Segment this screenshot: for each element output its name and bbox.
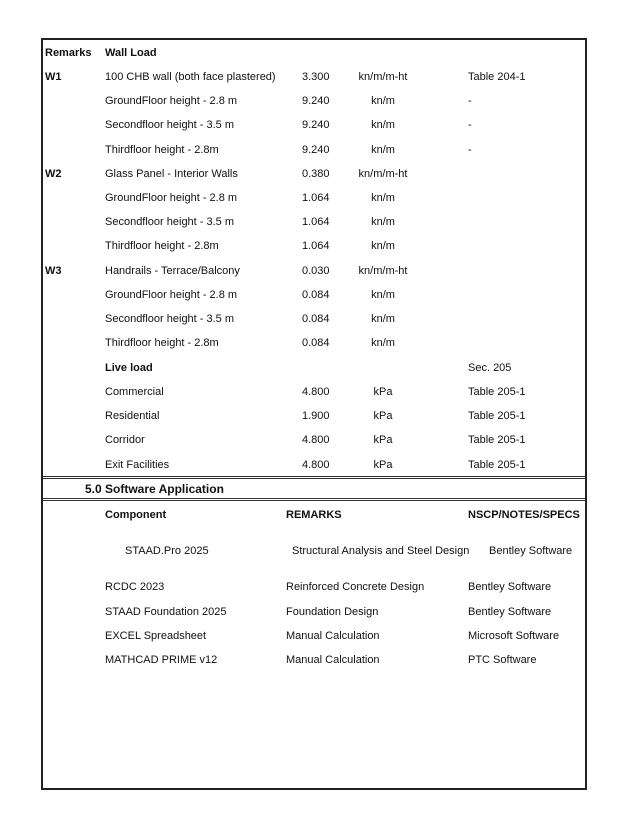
- live-load-row: [43, 385, 585, 399]
- load-description: Glass Panel - Interior Walls: [105, 167, 238, 180]
- software-component: STAAD.Pro 2025: [125, 545, 209, 557]
- load-value: 9.240: [302, 95, 330, 108]
- software-row: [43, 580, 585, 594]
- live-load-unit: kPa: [373, 458, 393, 471]
- wall-load-row: [43, 288, 585, 302]
- software-remarks: Structural Analysis and Steel Design: [292, 545, 470, 557]
- load-description: Thirdfloor height - 2.8m: [105, 337, 219, 350]
- load-value: 1.064: [302, 216, 330, 229]
- wall-load-row: [43, 215, 585, 229]
- live-load-unit: kPa: [373, 434, 393, 447]
- load-unit: kn/m: [371, 288, 395, 301]
- live-load-row: [43, 433, 585, 447]
- wall-load-row: [43, 191, 585, 205]
- wall-load-row: [43, 312, 585, 326]
- live-load-ref: Sec. 205: [468, 362, 512, 374]
- load-unit: kn/m: [371, 192, 395, 204]
- load-unit: kn/m: [371, 313, 395, 325]
- wall-load-row: [43, 239, 585, 253]
- load-description: GroundFloor height - 2.8 m: [105, 288, 238, 301]
- live-load-reference: Table 205-1: [468, 386, 526, 398]
- wall-tag: W1: [45, 71, 62, 83]
- occupancy-name: Commercial: [105, 386, 164, 398]
- live-load-unit: kPa: [373, 386, 393, 398]
- live-load-header: [43, 361, 585, 375]
- software-specs: Bentley Software: [468, 581, 552, 593]
- wall-load-row: [43, 118, 585, 132]
- load-reference: Table 204-1: [468, 71, 526, 83]
- section-title: 5.0 Software Application: [85, 482, 224, 496]
- live-load-title: Live load: [105, 362, 153, 374]
- live-load-value: 4.800: [302, 386, 330, 398]
- load-description: Secondfloor height - 3.5 m: [105, 216, 235, 229]
- load-reference: -: [468, 119, 472, 132]
- live-load-reference: Table 205-1: [468, 458, 526, 471]
- load-value: 1.064: [302, 240, 330, 253]
- load-description: GroundFloor height - 2.8 m: [105, 95, 238, 108]
- software-row: [43, 544, 585, 558]
- remarks-header: Remarks: [45, 47, 92, 59]
- load-unit: kn/m: [371, 95, 395, 108]
- load-value: 9.240: [302, 143, 330, 156]
- load-description: Handrails - Terrace/Balcony: [105, 264, 240, 277]
- load-unit: kn/m: [371, 337, 395, 350]
- load-unit: kn/m: [371, 143, 395, 156]
- live-load-reference: Table 205-1: [468, 434, 526, 447]
- load-value: 0.030: [302, 264, 330, 277]
- load-description: 100 CHB wall (both face plastered): [105, 71, 276, 83]
- software-remarks: Manual Calculation: [286, 654, 380, 666]
- live-load-reference: Table 205-1: [468, 410, 526, 423]
- load-unit: kn/m/m-ht: [358, 167, 408, 180]
- wall-load-row: [43, 336, 585, 350]
- section-band: [43, 476, 585, 501]
- software-row: [43, 653, 585, 667]
- software-component: MATHCAD PRIME v12: [105, 654, 218, 666]
- load-value: 0.084: [302, 337, 330, 350]
- live-load-value: 4.800: [302, 458, 330, 471]
- software-component: RCDC 2023: [105, 581, 165, 593]
- component-header: Component: [105, 509, 167, 521]
- wall-load-row: [43, 94, 585, 108]
- load-description: Thirdfloor height - 2.8m: [105, 143, 219, 156]
- wall-load-title: Wall Load: [105, 47, 157, 59]
- load-value: 0.084: [302, 288, 330, 301]
- wall-load-row: [43, 264, 585, 278]
- wall-load-header: [43, 46, 585, 60]
- load-unit: kn/m/m-ht: [358, 71, 408, 83]
- occupancy-name: Corridor: [105, 434, 145, 447]
- load-unit: kn/m: [371, 216, 395, 229]
- load-value: 9.240: [302, 119, 330, 132]
- occupancy-name: Residential: [105, 410, 160, 423]
- load-value: 0.380: [302, 167, 330, 180]
- load-unit: kn/m: [371, 240, 395, 253]
- software-specs: Bentley Software: [468, 606, 552, 618]
- specs-header: NSCP/NOTES/SPECS: [468, 509, 580, 521]
- wall-load-section: [43, 40, 585, 474]
- software-component: STAAD Foundation 2025: [105, 606, 227, 618]
- software-specs: Bentley Software: [489, 545, 573, 557]
- load-description: Secondfloor height - 3.5 m: [105, 313, 235, 325]
- load-value: 0.084: [302, 313, 330, 325]
- software-header: [43, 508, 585, 522]
- live-load-value: 4.800: [302, 434, 330, 447]
- load-unit: kn/m: [371, 119, 395, 132]
- load-value: 3.300: [302, 71, 330, 83]
- software-remarks: Manual Calculation: [286, 630, 380, 642]
- load-description: GroundFloor height - 2.8 m: [105, 192, 238, 204]
- software-row: [43, 605, 585, 619]
- software-specs: PTC Software: [468, 654, 537, 666]
- live-load-unit: kPa: [373, 410, 393, 423]
- software-row: [43, 629, 585, 643]
- load-description: Thirdfloor height - 2.8m: [105, 240, 219, 253]
- software-remarks: Reinforced Concrete Design: [286, 581, 425, 593]
- software-component: EXCEL Spreadsheet: [105, 630, 207, 642]
- wall-load-row: [43, 70, 585, 84]
- live-load-value: 1.900: [302, 410, 330, 423]
- wall-tag: W3: [45, 264, 62, 277]
- live-load-row: [43, 409, 585, 423]
- wall-tag: W2: [45, 167, 62, 180]
- load-reference: -: [468, 95, 472, 108]
- wall-load-row: [43, 143, 585, 157]
- remarks-column-header: REMARKS: [286, 509, 342, 521]
- live-load-row: [43, 458, 585, 472]
- occupancy-name: Exit Facilities: [105, 458, 170, 471]
- wall-load-row: [43, 167, 585, 181]
- load-reference: -: [468, 143, 472, 156]
- software-remarks: Foundation Design: [286, 606, 379, 618]
- load-unit: kn/m/m-ht: [358, 264, 408, 277]
- software-specs: Microsoft Software: [468, 630, 560, 642]
- load-value: 1.064: [302, 192, 330, 204]
- load-description: Secondfloor height - 3.5 m: [105, 119, 235, 132]
- document-page: [41, 38, 587, 790]
